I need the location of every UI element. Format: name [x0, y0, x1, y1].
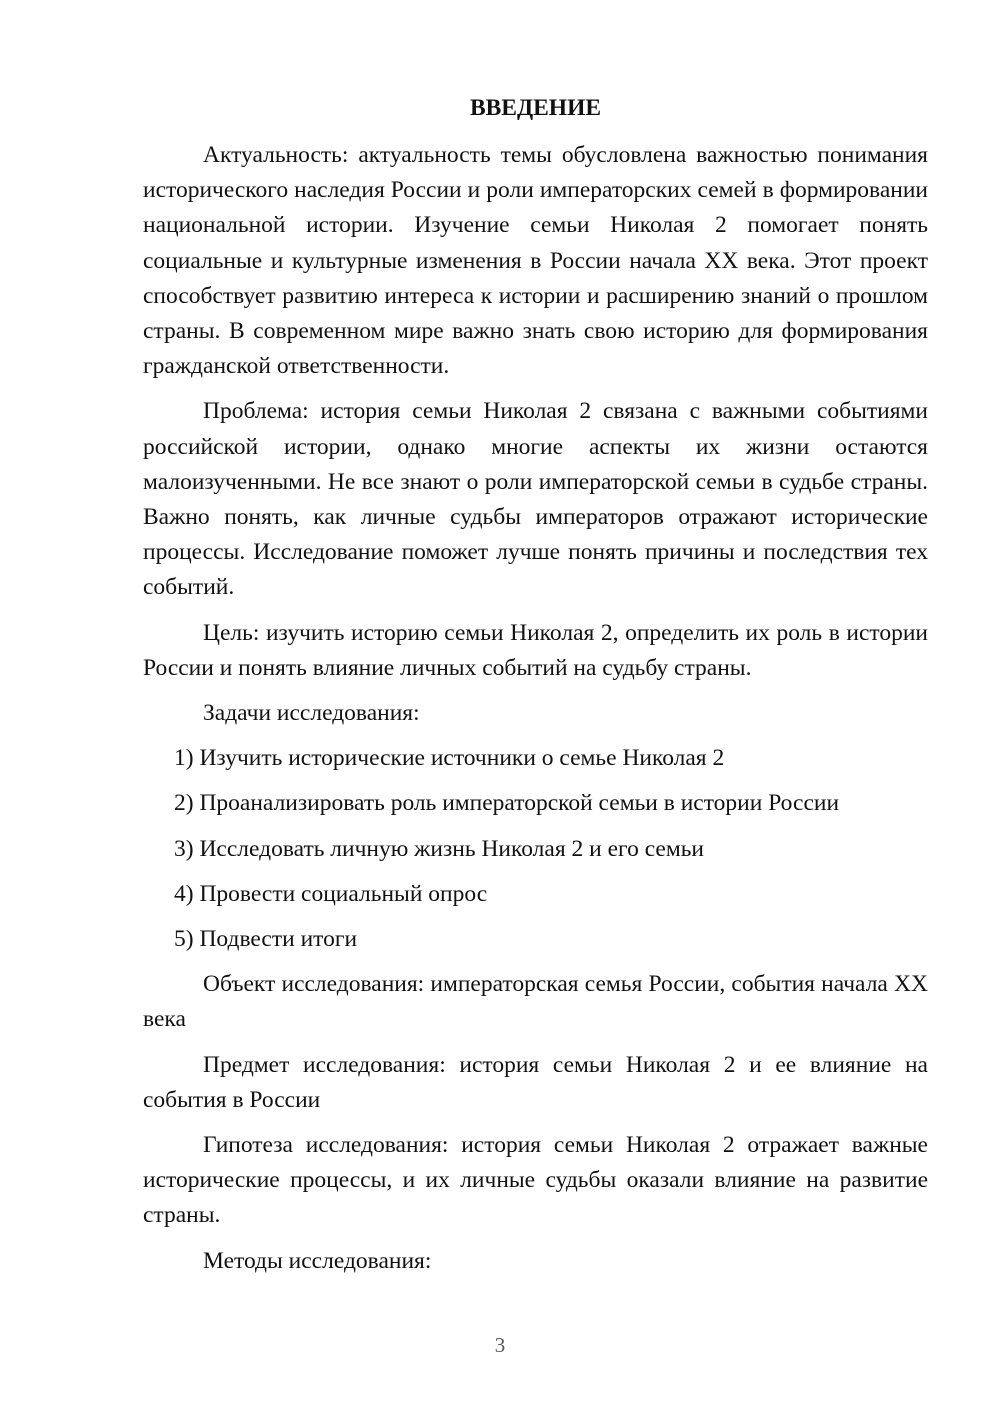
problem-paragraph: Проблема: история семьи Николая 2 связана с важными событиями российской истории, однако многие аспекты их жизни остаются малоизученными. Не все знают о роли императорской семьи в судьбе страны. Важно понять, как личные судьбы императоров отражают исторические процессы. Исследование поможет лучше понять причины и последствия тех событий.	[143, 398, 928, 601]
object-paragraph: Объект исследования: императорская семья России, события начала XX века	[143, 971, 928, 1033]
section-title: ВВЕДЕНИЕ	[469, 95, 602, 121]
list-item: 4) Провести социальный опрос	[174, 880, 488, 907]
relevance-paragraph: Актуальность: актуальность темы обусловлена важностью понимания исторического наследия России и роли императорских семей в формировании национальной истории. Изучение семьи Николая 2 помогает понять социальные и культурные изменения в России начала XX века. Этот проект способствует развитию интереса к истории и расширению знаний о прошлом страны. В современном мире важно знать свою историю для формирования гражданской ответственности.	[143, 142, 928, 380]
goal-paragraph: Цель: изучить историю семьи Николая 2, определить их роль в истории России и понять влияние личных событий на судьбу страны.	[143, 619, 928, 681]
list-item: 3) Исследовать личную жизнь Николая 2 и его семьи	[174, 835, 705, 862]
subject-paragraph: Предмет исследования: история семьи Николая 2 и ее влияние на события в России	[143, 1051, 928, 1113]
methods-heading: Методы исследования:	[203, 1247, 432, 1274]
tasks-list	[143, 741, 928, 957]
list-item: 5) Подвести итоги	[174, 926, 358, 953]
page-content	[143, 92, 928, 1289]
hypothesis-paragraph: Гипотеза исследования: история семьи Николая 2 отражает важные исторические процессы, и их личные судьбы оказали влияние на развитие страны.	[143, 1132, 928, 1229]
list-item: 1) Изучить исторические источники о семье Николая 2	[174, 745, 725, 772]
page-number: 3	[494, 1333, 506, 1357]
list-item: 2) Проанализировать роль императорской семьи в истории России	[174, 790, 840, 817]
tasks-heading: Задачи исследования:	[203, 700, 420, 727]
